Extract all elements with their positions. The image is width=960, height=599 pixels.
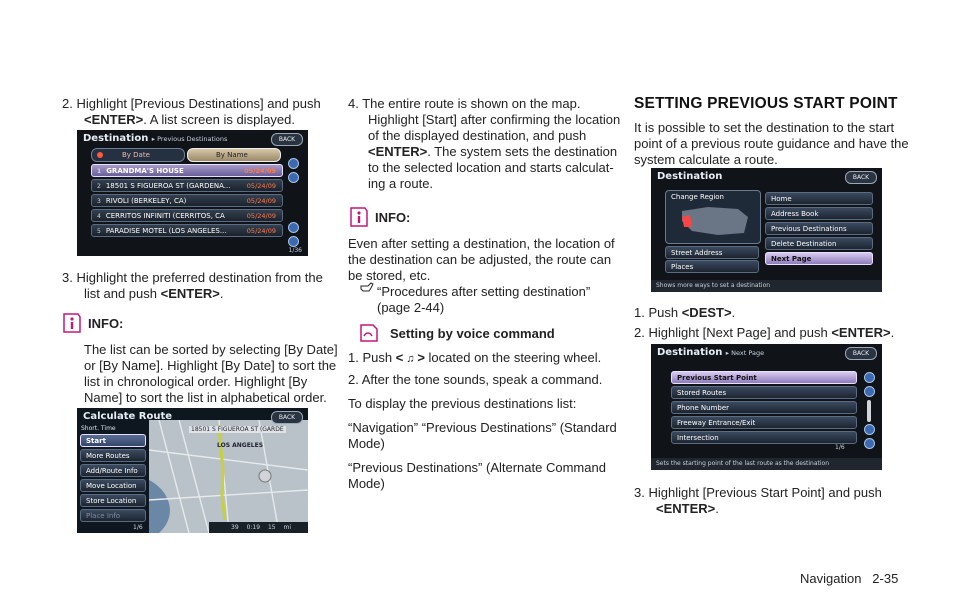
section-heading: SETTING PREVIOUS START POINT — [634, 95, 898, 112]
previous-destinations-screen — [77, 130, 308, 256]
city-label: LOS ANGELES — [217, 442, 264, 449]
scroll-up-icon[interactable] — [288, 172, 299, 183]
page-footer: Navigation 2-35 — [800, 571, 899, 586]
step-1-text: 1. Push <DEST>. — [634, 305, 736, 320]
enter-key: <ENTER> — [160, 286, 220, 301]
route-menu-item[interactable]: More Routes — [80, 449, 146, 462]
item-label: RIVOLI (BERKELEY, CA) — [105, 197, 187, 205]
scroll-up-icon[interactable] — [864, 372, 875, 383]
option-button[interactable]: Next Page — [765, 252, 873, 265]
button-label: Change Region — [671, 193, 724, 201]
info-line: the destination can be adjusted, the route can — [348, 252, 612, 267]
voice-step-2: 2. After the tone sounds, speak a command. — [348, 372, 603, 387]
step-2-cont — [84, 110, 295, 130]
item-date: 05/24/09 — [246, 197, 276, 205]
step-2-rest: . A list screen is displayed. — [143, 112, 295, 127]
route-map — [149, 420, 308, 533]
reference-text[interactable]: “Procedures after setting destination” — [377, 284, 591, 299]
scroll-down-icon[interactable] — [864, 424, 875, 435]
scroll-down-icon[interactable] — [288, 236, 299, 247]
info-icon — [349, 206, 369, 228]
step-4-line: <ENTER>. The system sets the destination — [368, 144, 618, 159]
option-button[interactable]: Phone Number — [671, 401, 857, 414]
route-menu-item[interactable]: Start — [80, 434, 146, 447]
tab-by-name[interactable] — [187, 148, 281, 162]
tab-label: By Name — [216, 151, 248, 159]
command-line: “Navigation” “Previous Destinations” (Standard — [348, 420, 617, 435]
info-line: be stored, etc. — [348, 268, 431, 283]
item-number: 5 — [97, 228, 101, 235]
step-3-cont: <ENTER>. — [656, 501, 719, 516]
item-date: 05/24/09 — [246, 227, 276, 235]
step-2-text: 2. Highlight [Previous Destinations] and push — [62, 96, 321, 111]
list-item[interactable] — [91, 194, 283, 207]
page-indicator: 1/36 — [288, 247, 302, 254]
back-button[interactable]: BACK — [271, 411, 303, 424]
step-4-line: of the displayed destination, and push — [368, 128, 587, 143]
list-item[interactable] — [91, 164, 283, 177]
info-icon — [62, 312, 82, 334]
scroll-up-icon[interactable] — [288, 158, 299, 169]
info-heading: INFO: — [375, 210, 411, 225]
voice-heading: Setting by voice command — [390, 326, 555, 341]
voice-step-1: 1. Push < ♫ > located on the steering wheel. — [348, 348, 601, 369]
tab-by-date[interactable] — [91, 148, 185, 162]
command-line: “Previous Destinations” (Alternate Command — [348, 460, 606, 475]
map-address-label: 18501 S FIGUEROA ST (GARDE — [191, 426, 284, 433]
radio-icon — [97, 152, 103, 158]
info-line: list in chronological order. Highlight [By — [84, 374, 308, 389]
option-button[interactable]: Address Book — [765, 207, 873, 220]
item-label: 18501 S FIGUEROA ST (GARDENA... — [105, 182, 231, 190]
screen-title: Destination — [657, 171, 723, 182]
destination-menu-screen — [651, 168, 882, 292]
tab-label: By Date — [122, 151, 150, 159]
screen-title: Calculate Route — [83, 411, 173, 422]
step-4-line: Highlight [Start] after confirming the location — [368, 112, 621, 127]
item-label: CERRITOS INFINITI (CERRITOS, CA — [105, 212, 225, 220]
list-item[interactable] — [91, 209, 283, 222]
step-3-text: 3. Highlight [Previous Start Point] and push — [634, 485, 882, 500]
intro-line: system calculate a route. — [634, 152, 778, 167]
step-4-line: 4. The entire route is shown on the map. — [348, 96, 581, 111]
reference-page: (page 2-44) — [377, 300, 445, 315]
back-button[interactable]: BACK — [845, 171, 877, 184]
calculate-route-screen — [77, 408, 308, 533]
scrollbar[interactable] — [867, 400, 871, 422]
list-item[interactable] — [91, 179, 283, 192]
option-button[interactable]: Intersection — [671, 431, 857, 444]
item-date: 05/24/09 — [244, 167, 276, 175]
command-line: Mode) — [348, 476, 385, 491]
back-button[interactable]: BACK — [271, 133, 303, 146]
next-page-screen — [651, 344, 882, 470]
scroll-down-icon[interactable] — [288, 222, 299, 233]
item-label: PARADISE MOTEL (LOS ANGELES... — [105, 227, 227, 235]
screen-title: Destination ▸ Previous Destinations — [83, 133, 228, 144]
info-line: Even after setting a destination, the location of — [348, 236, 615, 251]
scroll-down-icon[interactable] — [864, 438, 875, 449]
option-button[interactable]: Places — [665, 260, 759, 273]
us-map-icon — [678, 203, 752, 239]
item-date: 05/24/09 — [246, 182, 276, 190]
item-number: 1 — [97, 168, 102, 175]
option-button[interactable]: Previous Destinations — [765, 222, 873, 235]
info-line: Name] to sort the list in alphabetical order. — [84, 390, 327, 405]
scroll-up-icon[interactable] — [864, 386, 875, 397]
display-line: To display the previous destinations list: — [348, 396, 577, 411]
route-mode: Short. Time — [81, 425, 116, 432]
voice-command-icon — [358, 322, 380, 344]
page-indicator: 1/6 — [835, 444, 845, 451]
enter-key: <ENTER> — [84, 112, 144, 127]
step-4-line: ing a route. — [368, 176, 434, 191]
step-3-cont: list and push <ENTER>. — [84, 286, 224, 301]
option-button[interactable]: Freeway Entrance/Exit — [671, 416, 857, 429]
help-text: Shows more ways to set a destination — [651, 280, 882, 292]
option-button[interactable]: Home — [765, 192, 873, 205]
change-region-button[interactable] — [665, 190, 761, 244]
route-stats: 39 0:19 15 mi — [231, 524, 292, 531]
back-button[interactable]: BACK — [845, 347, 877, 360]
list-item[interactable] — [91, 224, 283, 237]
item-number: 3 — [97, 198, 101, 205]
step-2-text: 2. Highlight [Next Page] and push <ENTER>. — [634, 325, 895, 340]
route-menu-item[interactable]: Store Location — [80, 494, 146, 507]
reference-hand-icon — [360, 280, 374, 294]
item-label: GRANDMA'S HOUSE — [106, 167, 184, 175]
step-3-text: 3. Highlight the preferred destination from the — [62, 270, 323, 285]
item-date: 05/24/09 — [246, 212, 276, 220]
option-button[interactable]: Street Address — [665, 246, 759, 259]
help-text: Sets the starting point of the last route as the destination — [651, 458, 882, 470]
talk-switch-icon: ♫ — [406, 353, 415, 365]
info-line: The list can be sorted by selecting [By Date] — [84, 342, 338, 357]
route-menu-item[interactable]: Place Info — [80, 509, 146, 522]
info-line: or [By Name]. Highlight [By Date] to sort the — [84, 358, 337, 373]
command-line: Mode) — [348, 436, 385, 451]
item-number: 4 — [97, 213, 101, 220]
intro-line: It is possible to set the destination to the start — [634, 120, 895, 135]
page-indicator: 1/6 — [133, 524, 143, 531]
step-4-line: to the selected location and starts calculat- — [368, 160, 614, 175]
route-menu-item[interactable]: Add/Route Info — [80, 464, 146, 477]
screen-title: Destination ▸ Next Page — [657, 347, 765, 358]
option-button[interactable]: Previous Start Point — [671, 371, 857, 384]
option-button[interactable]: Stored Routes — [671, 386, 857, 399]
route-menu-item[interactable]: Move Location — [80, 479, 146, 492]
info-heading: INFO: — [88, 316, 124, 331]
item-number: 2 — [97, 183, 101, 190]
option-button[interactable]: Delete Destination — [765, 237, 873, 250]
intro-line: point of a previous route guidance and have the — [634, 136, 909, 151]
